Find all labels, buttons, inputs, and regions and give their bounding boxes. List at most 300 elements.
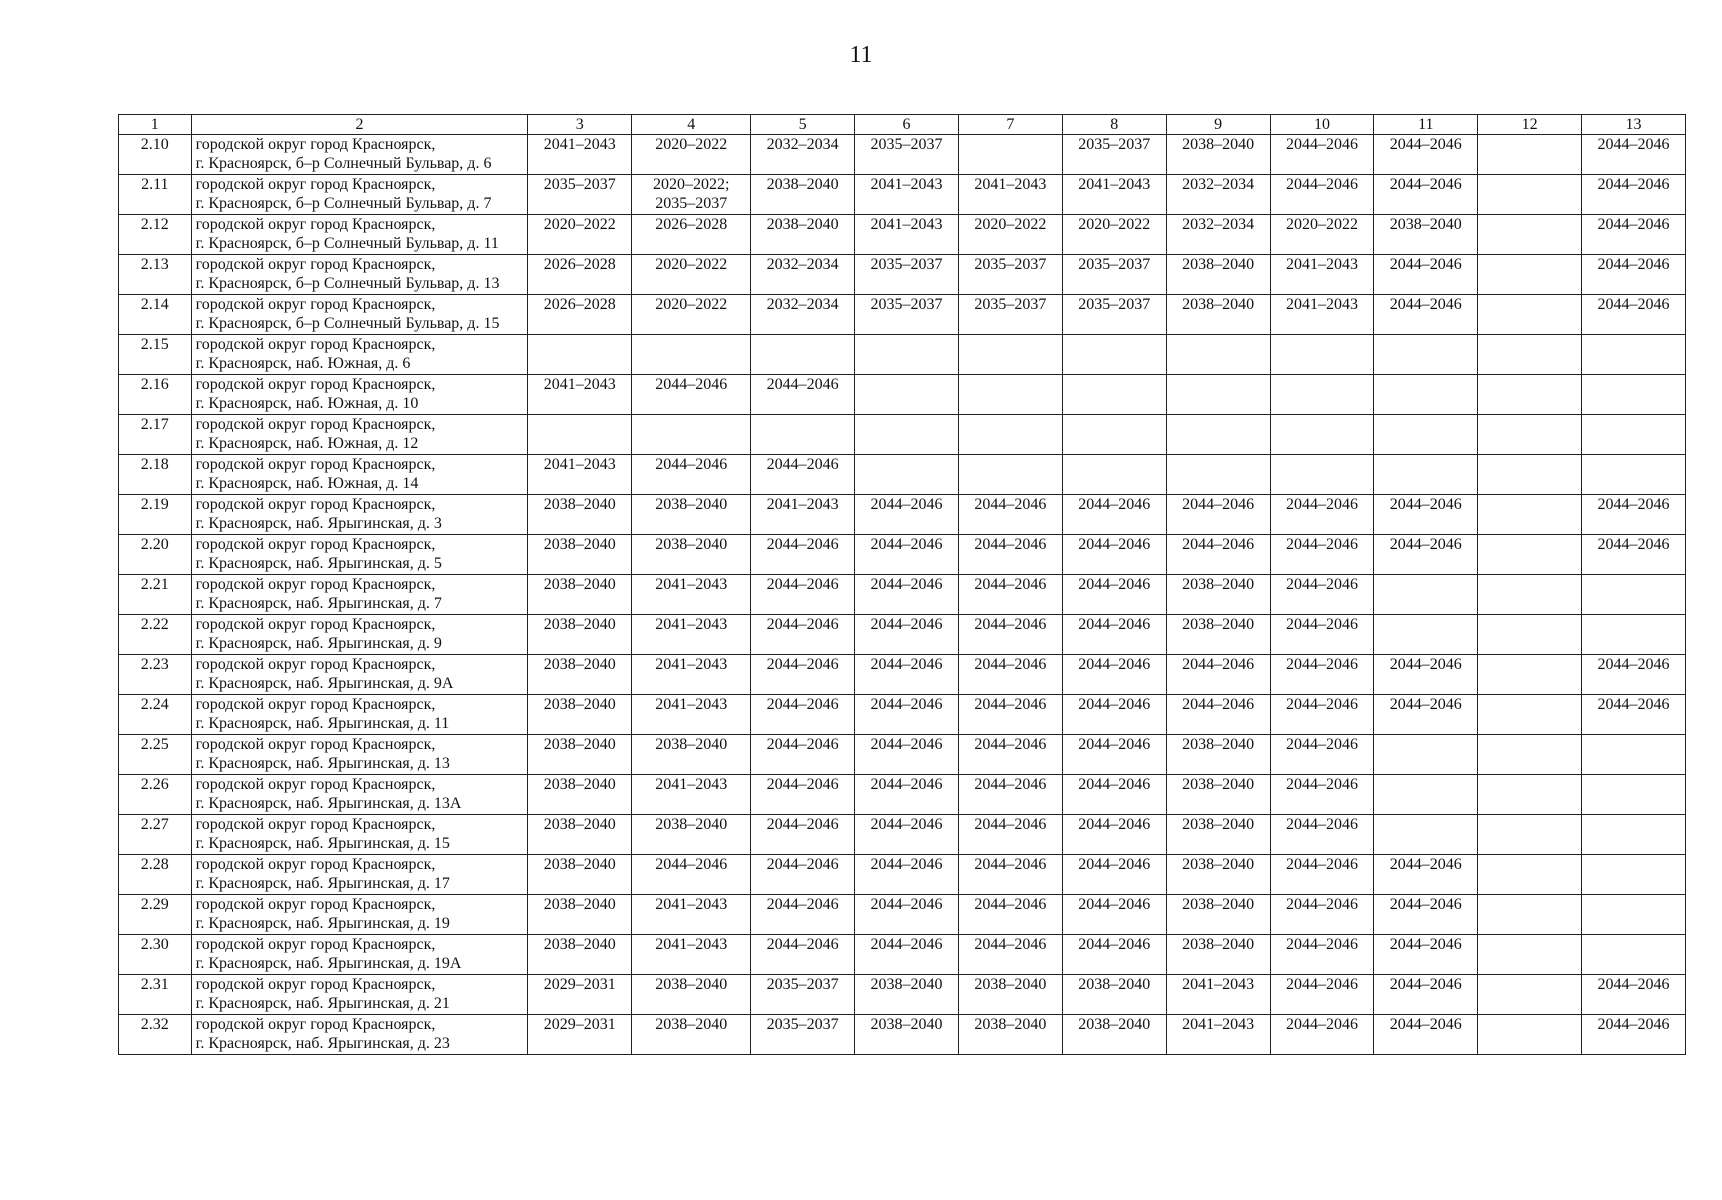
period-cell (1582, 615, 1686, 655)
period-cell: 2038–2040 (528, 775, 632, 815)
period-cell: 2020–2022 (632, 135, 751, 175)
period-cell: 2041–2043 (528, 455, 632, 495)
table-row (119, 375, 1686, 415)
table-row (119, 215, 1686, 255)
period-cell: 2044–2046 (1062, 615, 1166, 655)
period-cell: 2044–2046 (1374, 935, 1478, 975)
period-cell (528, 415, 632, 455)
period-cell: 2038–2040 (1166, 575, 1270, 615)
table-row (119, 855, 1686, 895)
period-cell: 2044–2046 (1270, 135, 1374, 175)
period-cell: 2044–2046 (958, 735, 1062, 775)
column-header: 6 (855, 115, 959, 135)
table-row (119, 895, 1686, 935)
column-header: 8 (1062, 115, 1166, 135)
period-cell (1582, 815, 1686, 855)
period-cell (1582, 375, 1686, 415)
period-cell (1478, 535, 1582, 575)
table-row (119, 295, 1686, 335)
period-cell: 2044–2046 (751, 855, 855, 895)
period-cell (751, 415, 855, 455)
period-cell (1062, 335, 1166, 375)
address-line: г. Красноярск, наб. Ярыгинская, д. 23 (195, 1035, 450, 1052)
address-line: г. Красноярск, б–р Солнечный Бульвар, д. 15 (195, 315, 500, 332)
period-cell: 2044–2046 (751, 655, 855, 695)
address-line: городской округ город Красноярск, (195, 336, 436, 353)
row-number-cell: 2.22 (119, 615, 192, 655)
column-header: 7 (958, 115, 1062, 135)
period-cell: 2020–2022 (632, 295, 751, 335)
address-line: г. Красноярск, наб. Ярыгинская, д. 13 (195, 755, 450, 772)
table-row (119, 415, 1686, 455)
period-cell (1478, 775, 1582, 815)
address-line: городской округ город Красноярск, (195, 416, 436, 433)
period-cell: 2044–2046 (1374, 655, 1478, 695)
period-cell (1478, 975, 1582, 1015)
address-line: городской округ город Красноярск, (195, 776, 436, 793)
table-row (119, 495, 1686, 535)
period-cell (1478, 455, 1582, 495)
period-cell: 2038–2040 (528, 935, 632, 975)
period-cell: 2032–2034 (751, 135, 855, 175)
period-cell: 2044–2046 (1374, 255, 1478, 295)
period-cell (958, 415, 1062, 455)
address-line: городской округ город Красноярск, (195, 616, 436, 633)
address-cell (191, 895, 528, 935)
period-cell: 2044–2046 (958, 615, 1062, 655)
period-cell (1478, 615, 1582, 655)
table-header (119, 115, 1686, 135)
period-cell: 2038–2040 (1166, 615, 1270, 655)
address-cell (191, 575, 528, 615)
column-header: 11 (1374, 115, 1478, 135)
period-cell: 2038–2040 (1166, 895, 1270, 935)
address-line: г. Красноярск, наб. Ярыгинская, д. 7 (195, 595, 442, 612)
period-cell: 2038–2040 (1166, 135, 1270, 175)
address-cell (191, 695, 528, 735)
period-cell: 2038–2040 (632, 1015, 751, 1055)
period-cell: 2038–2040 (632, 815, 751, 855)
period-cell: 2044–2046 (1062, 935, 1166, 975)
period-cell (1478, 255, 1582, 295)
period-cell (1166, 375, 1270, 415)
address-cell (191, 735, 528, 775)
table-row (119, 575, 1686, 615)
period-cell: 2044–2046 (1270, 495, 1374, 535)
column-header: 1 (119, 115, 192, 135)
period-cell: 2044–2046 (1582, 135, 1686, 175)
period-cell: 2020–2022 (632, 255, 751, 295)
address-cell (191, 415, 528, 455)
period-cell: 2044–2046 (855, 655, 959, 695)
period-cell: 2044–2046 (1062, 695, 1166, 735)
period-cell: 2038–2040 (1166, 855, 1270, 895)
row-number-cell: 2.10 (119, 135, 192, 175)
period-cell: 2041–2043 (632, 655, 751, 695)
period-cell: 2044–2046 (1270, 655, 1374, 695)
column-header: 12 (1478, 115, 1582, 135)
address-line: г. Красноярск, наб. Ярыгинская, д. 9 (195, 635, 442, 652)
period-cell: 2020–2022 (528, 215, 632, 255)
period-cell: 2035–2037 (1062, 255, 1166, 295)
period-cell: 2044–2046 (751, 895, 855, 935)
period-cell: 2038–2040 (1166, 935, 1270, 975)
table-row (119, 695, 1686, 735)
period-cell: 2026–2028 (528, 255, 632, 295)
period-cell (1166, 415, 1270, 455)
period-cell: 2044–2046 (855, 575, 959, 615)
period-cell (1478, 295, 1582, 335)
period-cell: 2044–2046 (958, 655, 1062, 695)
address-cell (191, 495, 528, 535)
address-line: городской округ город Красноярск, (195, 1016, 436, 1033)
address-line: г. Красноярск, б–р Солнечный Бульвар, д. 7 (195, 195, 492, 212)
period-cell (1478, 655, 1582, 695)
period-cell (1478, 815, 1582, 855)
period-cell: 2044–2046 (958, 855, 1062, 895)
row-number-cell: 2.23 (119, 655, 192, 695)
period-cell: 2044–2046 (855, 535, 959, 575)
period-cell: 2044–2046 (751, 935, 855, 975)
address-line: г. Красноярск, наб. Ярыгинская, д. 15 (195, 835, 450, 852)
period-cell: 2044–2046 (1582, 1015, 1686, 1055)
period-cell: 2044–2046 (1062, 775, 1166, 815)
period-cell: 2038–2040 (751, 215, 855, 255)
period-cell: 2038–2040 (855, 975, 959, 1015)
period-cell: 2044–2046 (1270, 575, 1374, 615)
period-cell: 2044–2046 (1062, 815, 1166, 855)
address-line: г. Красноярск, наб. Ярыгинская, д. 9А (195, 675, 454, 692)
period-cell: 2041–2043 (1166, 1015, 1270, 1055)
period-cell (1582, 855, 1686, 895)
period-cell: 2044–2046 (1582, 655, 1686, 695)
period-line: 2035–2037 (655, 195, 728, 212)
period-cell: 2041–2043 (958, 175, 1062, 215)
period-cell (1374, 575, 1478, 615)
table-row (119, 775, 1686, 815)
period-cell: 2038–2040 (528, 735, 632, 775)
period-cell: 2035–2037 (751, 1015, 855, 1055)
address-line: городской округ город Красноярск, (195, 136, 436, 153)
period-cell: 2038–2040 (1062, 1015, 1166, 1055)
period-cell (632, 175, 751, 215)
address-line: городской округ город Красноярск, (195, 936, 436, 953)
address-line: городской округ город Красноярск, (195, 216, 436, 233)
address-cell (191, 135, 528, 175)
address-line: г. Красноярск, наб. Южная, д. 6 (195, 355, 411, 372)
period-cell: 2044–2046 (855, 895, 959, 935)
address-line: г. Красноярск, наб. Ярыгинская, д. 11 (195, 715, 450, 732)
row-number-cell: 2.32 (119, 1015, 192, 1055)
period-cell: 2038–2040 (528, 575, 632, 615)
address-line: г. Красноярск, б–р Солнечный Бульвар, д. 13 (195, 275, 500, 292)
period-cell: 2038–2040 (1166, 735, 1270, 775)
period-cell (1374, 375, 1478, 415)
period-cell: 2044–2046 (632, 455, 751, 495)
period-cell: 2041–2043 (1062, 175, 1166, 215)
row-number-cell: 2.13 (119, 255, 192, 295)
period-cell: 2044–2046 (751, 695, 855, 735)
period-cell: 2044–2046 (1582, 215, 1686, 255)
period-cell: 2041–2043 (632, 895, 751, 935)
period-cell: 2035–2037 (958, 255, 1062, 295)
period-cell: 2041–2043 (528, 135, 632, 175)
period-cell (1374, 455, 1478, 495)
table-row (119, 255, 1686, 295)
row-number-cell: 2.18 (119, 455, 192, 495)
address-cell (191, 975, 528, 1015)
period-cell: 2044–2046 (1270, 975, 1374, 1015)
period-cell: 2041–2043 (1166, 975, 1270, 1015)
period-cell: 2041–2043 (855, 175, 959, 215)
period-cell: 2035–2037 (855, 295, 959, 335)
address-line: г. Красноярск, наб. Ярыгинская, д. 3 (195, 515, 442, 532)
period-cell: 2038–2040 (528, 895, 632, 935)
period-cell (1270, 455, 1374, 495)
period-cell: 2041–2043 (855, 215, 959, 255)
period-cell: 2035–2037 (1062, 135, 1166, 175)
period-cell: 2044–2046 (1582, 295, 1686, 335)
period-cell: 2044–2046 (1166, 495, 1270, 535)
period-cell: 2044–2046 (1582, 255, 1686, 295)
period-cell: 2038–2040 (528, 855, 632, 895)
table-row (119, 935, 1686, 975)
period-cell (1582, 935, 1686, 975)
period-cell: 2044–2046 (1270, 935, 1374, 975)
address-line: городской округ город Красноярск, (195, 736, 436, 753)
period-cell: 2044–2046 (855, 615, 959, 655)
address-cell (191, 935, 528, 975)
address-cell (191, 175, 528, 215)
period-cell: 2038–2040 (528, 535, 632, 575)
period-cell: 2044–2046 (855, 775, 959, 815)
table-row (119, 735, 1686, 775)
period-line: 2020–2022; (653, 176, 730, 193)
period-cell: 2044–2046 (751, 615, 855, 655)
period-cell (1270, 415, 1374, 455)
period-cell (1374, 815, 1478, 855)
table-body (119, 135, 1686, 1055)
period-cell: 2044–2046 (855, 855, 959, 895)
period-cell (1374, 415, 1478, 455)
period-cell: 2044–2046 (1166, 695, 1270, 735)
address-cell (191, 775, 528, 815)
address-cell (191, 855, 528, 895)
address-line: городской округ город Красноярск, (195, 256, 436, 273)
period-cell: 2041–2043 (632, 575, 751, 615)
period-cell: 2044–2046 (1270, 615, 1374, 655)
period-cell: 2044–2046 (1374, 535, 1478, 575)
row-number-cell: 2.25 (119, 735, 192, 775)
row-number-cell: 2.14 (119, 295, 192, 335)
period-cell: 2044–2046 (1270, 775, 1374, 815)
table-row (119, 615, 1686, 655)
period-cell (1582, 335, 1686, 375)
period-cell (958, 335, 1062, 375)
address-line: г. Красноярск, наб. Ярыгинская, д. 17 (195, 875, 450, 892)
period-cell (1374, 615, 1478, 655)
period-cell: 2041–2043 (632, 615, 751, 655)
period-cell (855, 335, 959, 375)
period-cell (1478, 935, 1582, 975)
column-header: 4 (632, 115, 751, 135)
address-line: городской округ город Красноярск, (195, 656, 436, 673)
column-header: 2 (191, 115, 528, 135)
row-number-cell: 2.30 (119, 935, 192, 975)
address-cell (191, 815, 528, 855)
period-cell: 2044–2046 (751, 375, 855, 415)
address-line: г. Красноярск, наб. Ярыгинская, д. 19А (195, 955, 462, 972)
column-header: 10 (1270, 115, 1374, 135)
period-cell: 2035–2037 (1062, 295, 1166, 335)
period-cell: 2044–2046 (1062, 655, 1166, 695)
period-cell (1478, 1015, 1582, 1055)
row-number-cell: 2.26 (119, 775, 192, 815)
address-cell (191, 295, 528, 335)
period-cell (1270, 335, 1374, 375)
period-cell: 2038–2040 (1166, 775, 1270, 815)
period-cell: 2041–2043 (751, 495, 855, 535)
period-cell: 2044–2046 (1270, 895, 1374, 935)
period-cell: 2044–2046 (1582, 175, 1686, 215)
period-cell: 2044–2046 (958, 895, 1062, 935)
column-header: 5 (751, 115, 855, 135)
address-line: г. Красноярск, наб. Южная, д. 14 (195, 475, 419, 492)
period-cell: 2029–2031 (528, 1015, 632, 1055)
period-cell (855, 415, 959, 455)
period-cell: 2032–2034 (1166, 175, 1270, 215)
period-cell: 2044–2046 (958, 935, 1062, 975)
period-cell: 2044–2046 (1062, 895, 1166, 935)
period-cell: 2038–2040 (528, 815, 632, 855)
period-cell: 2020–2022 (958, 215, 1062, 255)
address-cell (191, 455, 528, 495)
period-cell: 2044–2046 (855, 695, 959, 735)
period-cell: 2044–2046 (751, 735, 855, 775)
address-line: г. Красноярск, наб. Ярыгинская, д. 13А (195, 795, 462, 812)
period-cell: 2041–2043 (632, 935, 751, 975)
period-cell (1478, 735, 1582, 775)
period-cell (1062, 375, 1166, 415)
table-row (119, 1015, 1686, 1055)
address-cell (191, 1015, 528, 1055)
address-cell (191, 535, 528, 575)
period-cell: 2044–2046 (958, 775, 1062, 815)
period-cell (958, 455, 1062, 495)
period-cell: 2041–2043 (528, 375, 632, 415)
period-cell (528, 335, 632, 375)
row-number-cell: 2.24 (119, 695, 192, 735)
address-line: городской округ город Красноярск, (195, 296, 436, 313)
period-cell: 2044–2046 (1270, 175, 1374, 215)
period-cell: 2044–2046 (855, 815, 959, 855)
period-cell: 2044–2046 (958, 695, 1062, 735)
period-cell: 2044–2046 (751, 575, 855, 615)
period-cell: 2044–2046 (1374, 895, 1478, 935)
period-cell (1166, 455, 1270, 495)
period-cell: 2044–2046 (1582, 695, 1686, 735)
period-cell: 2044–2046 (1062, 495, 1166, 535)
row-number-cell: 2.19 (119, 495, 192, 535)
period-cell: 2044–2046 (1374, 175, 1478, 215)
period-cell: 2044–2046 (1374, 1015, 1478, 1055)
period-cell: 2038–2040 (958, 1015, 1062, 1055)
period-cell: 2038–2040 (751, 175, 855, 215)
address-line: г. Красноярск, наб. Южная, д. 10 (195, 395, 419, 412)
period-cell (1478, 375, 1582, 415)
address-line: городской округ город Красноярск, (195, 456, 436, 473)
period-cell: 2035–2037 (528, 175, 632, 215)
period-cell: 2044–2046 (751, 815, 855, 855)
period-cell: 2044–2046 (1062, 575, 1166, 615)
period-cell: 2038–2040 (958, 975, 1062, 1015)
period-cell: 2035–2037 (958, 295, 1062, 335)
period-cell (1478, 695, 1582, 735)
period-cell: 2038–2040 (632, 535, 751, 575)
period-cell: 2041–2043 (1270, 255, 1374, 295)
period-cell (632, 415, 751, 455)
period-cell: 2038–2040 (632, 975, 751, 1015)
period-cell: 2038–2040 (1166, 815, 1270, 855)
period-cell: 2044–2046 (1270, 855, 1374, 895)
period-cell: 2032–2034 (751, 295, 855, 335)
address-line: г. Красноярск, б–р Солнечный Бульвар, д. 11 (195, 235, 499, 252)
period-cell: 2044–2046 (1582, 975, 1686, 1015)
period-cell: 2044–2046 (958, 535, 1062, 575)
period-cell: 2020–2022 (1062, 215, 1166, 255)
period-cell: 2032–2034 (1166, 215, 1270, 255)
period-cell: 2044–2046 (855, 495, 959, 535)
period-cell (1062, 455, 1166, 495)
period-cell (1478, 575, 1582, 615)
row-number-cell: 2.11 (119, 175, 192, 215)
header-row (119, 115, 1686, 135)
address-cell (191, 655, 528, 695)
address-line: городской округ город Красноярск, (195, 496, 436, 513)
period-cell (1478, 175, 1582, 215)
period-cell: 2026–2028 (528, 295, 632, 335)
period-cell (1582, 575, 1686, 615)
period-cell: 2038–2040 (1166, 255, 1270, 295)
address-line: г. Красноярск, наб. Ярыгинская, д. 5 (195, 555, 442, 572)
period-cell (1478, 855, 1582, 895)
address-line: г. Красноярск, наб. Ярыгинская, д. 19 (195, 915, 450, 932)
row-number-cell: 2.21 (119, 575, 192, 615)
period-cell (1374, 335, 1478, 375)
table-row (119, 455, 1686, 495)
period-cell: 2041–2043 (1270, 295, 1374, 335)
table-row (119, 535, 1686, 575)
period-cell (958, 375, 1062, 415)
period-cell: 2044–2046 (1582, 495, 1686, 535)
row-number-cell: 2.15 (119, 335, 192, 375)
period-cell (1582, 455, 1686, 495)
period-cell (1374, 735, 1478, 775)
period-cell: 2044–2046 (751, 775, 855, 815)
period-cell: 2044–2046 (751, 455, 855, 495)
period-cell (1478, 335, 1582, 375)
period-cell: 2044–2046 (1062, 855, 1166, 895)
period-cell (1478, 495, 1582, 535)
address-cell (191, 615, 528, 655)
period-cell (1478, 215, 1582, 255)
period-cell (1478, 135, 1582, 175)
period-cell: 2038–2040 (632, 495, 751, 535)
period-cell: 2029–2031 (528, 975, 632, 1015)
period-cell (751, 335, 855, 375)
period-cell (1166, 335, 1270, 375)
table-row (119, 175, 1686, 215)
